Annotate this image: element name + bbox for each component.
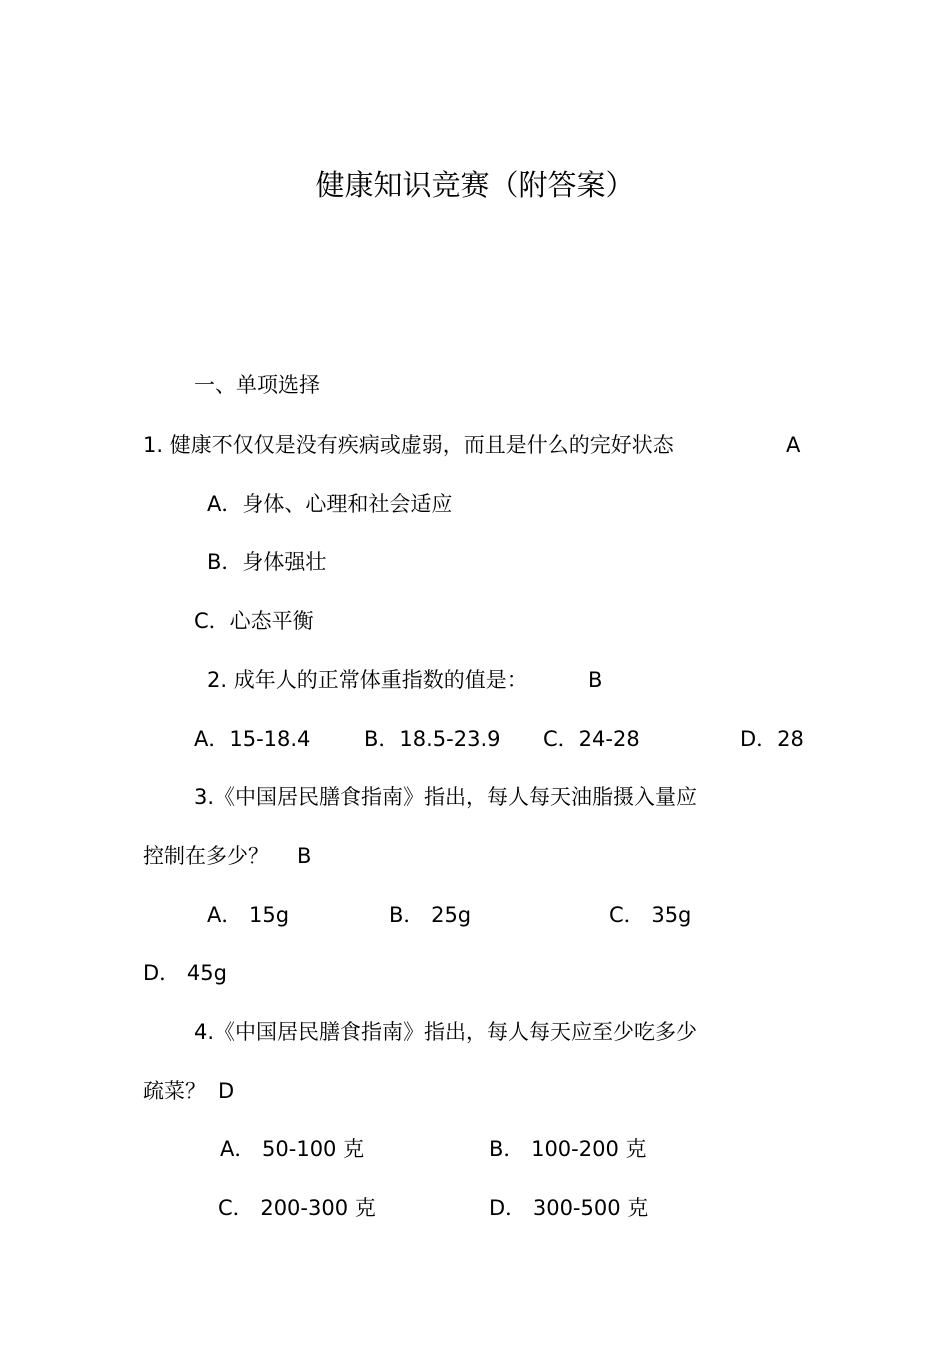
question-3-option-c: C． 35g (609, 903, 692, 927)
question-4-stem-line-2: 疏菜？ (143, 1079, 206, 1103)
question-2-option-c: C．24-28 (543, 727, 640, 751)
question-3-option-a: A． 15g (207, 903, 290, 927)
question-4-stem-line-1: 4.《中国居民膳食指南》指出，每人每天应至少吃多少 (194, 1020, 698, 1044)
question-3-stem-line-1: 3.《中国居民膳食指南》指出，每人每天油脂摄入量应 (194, 785, 698, 809)
question-4-option-c: C． 200-300 克 (218, 1196, 376, 1220)
question-4-option-b: B． 100-200 克 (489, 1137, 647, 1161)
question-1-stem: 1. 健康不仅仅是没有疾病或虚弱，而且是什么的完好状态 (143, 433, 674, 457)
question-3-option-b: B． 25g (389, 903, 472, 927)
question-2-option-a: A．15-18.4 (194, 727, 311, 751)
question-1-option-b: B．身体强壮 (207, 550, 327, 574)
question-2-stem: 2. 成年人的正常体重指数的值是： (207, 668, 528, 692)
question-1-answer: A (786, 433, 801, 457)
question-2-option-b: B．18.5-23.9 (364, 727, 501, 751)
question-2-option-d: D．28 (740, 727, 804, 751)
question-4-option-d: D． 300-500 克 (489, 1196, 649, 1220)
question-2-answer: B (588, 668, 603, 692)
question-1-option-c: C．心态平衡 (194, 609, 314, 633)
question-1-option-a: A．身体、心理和社会适应 (207, 492, 453, 516)
question-3-option-d: D． 45g (143, 961, 227, 985)
question-4-answer: D (218, 1079, 235, 1103)
document-title: 健康知识竞赛（附答案） (315, 168, 635, 202)
question-4-option-a: A． 50-100 克 (220, 1137, 365, 1161)
question-3-stem-line-2: 控制在多少？ (143, 844, 269, 868)
section-heading: 一、单项选择 (194, 373, 320, 397)
question-3-answer: B (297, 844, 312, 868)
